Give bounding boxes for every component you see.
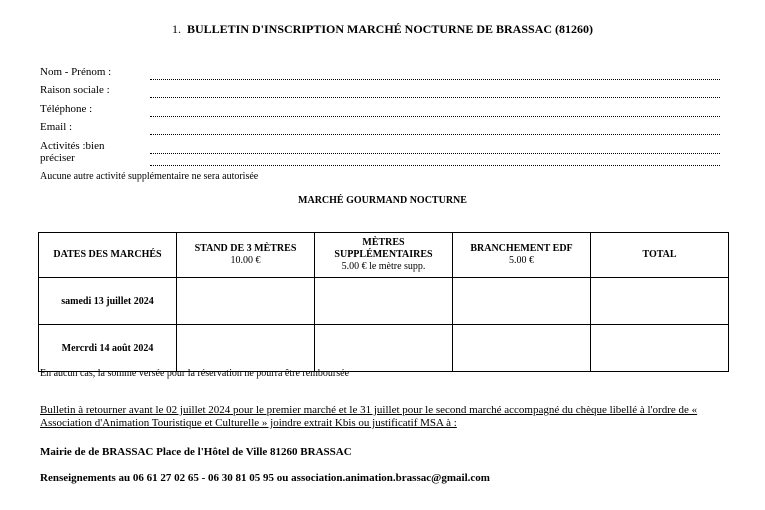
activity-label-line2: préciser bbox=[40, 152, 75, 164]
extra-meters-cell[interactable] bbox=[315, 325, 453, 372]
name-field[interactable] bbox=[40, 66, 720, 80]
table-row bbox=[39, 325, 729, 372]
header-stand bbox=[177, 233, 315, 278]
company-field[interactable] bbox=[40, 84, 720, 98]
header-edf-title: BRANCHEMENT EDF bbox=[470, 243, 573, 254]
header-edf-price: 5.00 € bbox=[509, 255, 534, 266]
title-text: BULLETIN D'INSCRIPTION MARCHÉ NOCTURNE DE BRASSAC (81260) bbox=[186, 22, 594, 36]
email-label: Email : bbox=[40, 121, 73, 133]
activity-field-line2[interactable] bbox=[40, 152, 720, 166]
header-extra-meters-title: MÈTRES SUPPLÉMENTAIRES bbox=[334, 237, 433, 260]
row-date: Mercrdi 14 août 2024 bbox=[39, 325, 177, 372]
header-edf bbox=[453, 233, 591, 278]
phone-dotted-line bbox=[150, 116, 720, 117]
header-extra-meters-price: 5.00 € le mètre supp. bbox=[341, 261, 426, 272]
total-cell[interactable] bbox=[591, 278, 729, 325]
extra-meters-cell[interactable] bbox=[315, 278, 453, 325]
edf-cell[interactable] bbox=[453, 278, 591, 325]
table-row bbox=[39, 278, 729, 325]
header-extra-meters bbox=[315, 233, 453, 278]
name-label: Nom - Prénom : bbox=[40, 66, 112, 78]
header-stand-price: 10.00 € bbox=[230, 255, 261, 266]
stand-cell[interactable] bbox=[177, 278, 315, 325]
header-total bbox=[591, 233, 729, 278]
activity-note: Aucune autre activité supplémentaire ne sera autorisée bbox=[40, 171, 259, 182]
return-instructions: Bulletin à retourner avant le 02 juillet 2024 pour le premier marché et le 31 juillet pour le second marché accompagné du chèque libellé à l'ordre de « Association d'Animation Touristique et Culturelle » joindre extrait Kbis ou justificatif MSA à : bbox=[40, 404, 698, 429]
name-dotted-line bbox=[150, 79, 720, 80]
section-title: MARCHÉ GOURMAND NOCTURNE bbox=[298, 195, 467, 206]
row-date: samedi 13 juillet 2024 bbox=[39, 278, 177, 325]
email-dotted-line bbox=[150, 134, 720, 135]
email-field[interactable] bbox=[40, 121, 720, 135]
stand-cell[interactable] bbox=[177, 325, 315, 372]
header-stand-title: STAND DE 3 MÈTRES bbox=[194, 243, 297, 254]
mailing-address: Mairie de de BRASSAC Place de l'Hôtel de Ville 81260 BRASSAC bbox=[40, 446, 352, 458]
header-dates bbox=[39, 233, 177, 278]
refund-note: En aucun cas, la somme versée pour la réservation ne pourra être remboursée bbox=[40, 368, 350, 379]
edf-cell[interactable] bbox=[453, 325, 591, 372]
contact-info: Renseignements au 06 61 27 02 65 - 06 30 81 05 95 ou association.animation.brassac@gmail.com bbox=[40, 472, 490, 484]
table-header-row bbox=[39, 233, 729, 278]
header-total-title: TOTAL bbox=[642, 249, 677, 260]
activity-label-line1: Activités :bien bbox=[40, 140, 105, 152]
phone-field[interactable] bbox=[40, 103, 720, 117]
title-number: 1. bbox=[171, 22, 181, 36]
header-dates-title: DATES DES MARCHÉS bbox=[53, 249, 162, 260]
phone-label: Téléphone : bbox=[40, 103, 93, 115]
total-cell[interactable] bbox=[591, 325, 729, 372]
company-dotted-line bbox=[150, 97, 720, 98]
pricing-table bbox=[38, 232, 729, 372]
document-title bbox=[0, 22, 765, 37]
company-label: Raison sociale : bbox=[40, 84, 110, 96]
activity-dotted-line-2 bbox=[150, 165, 720, 166]
